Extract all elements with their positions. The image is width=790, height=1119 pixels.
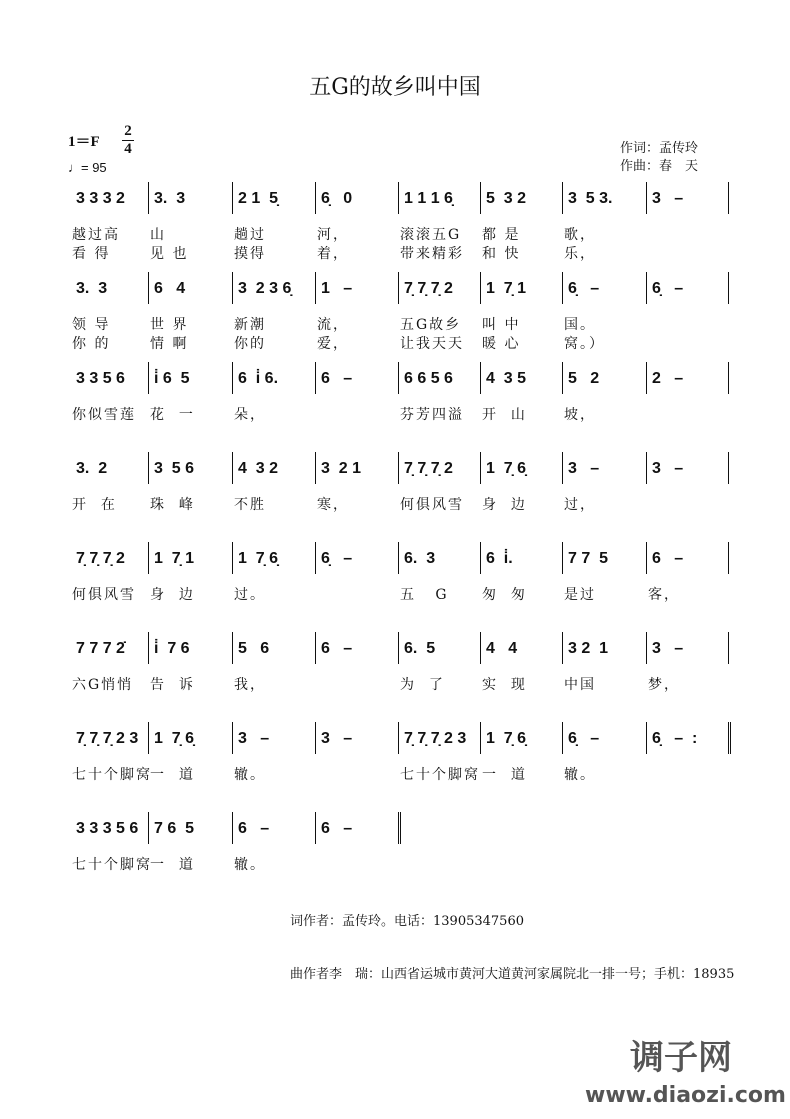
lyric-syllables: 花 一: [150, 407, 195, 423]
measure: [70, 460, 148, 486]
measure: [315, 730, 398, 756]
notes-line: [70, 820, 740, 846]
score-row: [70, 730, 740, 783]
measure: [480, 280, 562, 306]
score-row: [70, 550, 740, 603]
barline: [728, 272, 729, 304]
measure-notes: 3 5 3.: [568, 190, 613, 207]
measure-notes: i̇ 7 6: [154, 640, 190, 657]
measure-notes: 4 3 2: [238, 460, 279, 477]
watermark-url: www.diaozi.com: [585, 1083, 786, 1108]
lyric-syllables: 中国: [564, 677, 596, 693]
measure: [646, 550, 728, 576]
notes-line: [70, 730, 740, 756]
lyric-syllables: 着，: [317, 246, 349, 262]
measure: [315, 370, 398, 396]
measure-notes: 6̣ –: [321, 550, 353, 567]
measure: [646, 280, 728, 306]
notes-line: [70, 280, 740, 306]
lyrics-line: [70, 243, 740, 262]
measure-notes: 7̣ 7̣ 7̣ 2 3: [404, 730, 467, 747]
measure: [315, 550, 398, 576]
measure: [232, 640, 315, 666]
measure: [562, 460, 646, 486]
measure: [232, 190, 315, 216]
measure: [232, 280, 315, 306]
measure-notes: 3 –: [238, 730, 270, 747]
lyric-syllables: 趟过: [234, 227, 266, 243]
measure-notes: 1 7̣ 1: [154, 550, 195, 567]
lyric-syllables: 七十个脚窝: [72, 767, 152, 783]
measure-notes: i̇ 6 5: [154, 370, 190, 387]
lyric-syllables: 你 的: [72, 336, 111, 352]
barline: [728, 452, 729, 484]
lyrics-line: [70, 314, 740, 333]
lyric-syllables: 越过高: [72, 227, 120, 243]
measure: [398, 190, 480, 216]
measure-notes: 6 i̇.: [486, 550, 513, 567]
measure-notes: 6. 5: [404, 640, 436, 657]
lyric-syllables: 匆 匆: [482, 587, 527, 603]
measure-notes: 6 –: [321, 820, 353, 837]
measure-notes: 3 –: [568, 460, 600, 477]
measure-notes: 1 7̣ 6̣: [154, 730, 195, 747]
measure: [480, 730, 562, 756]
measure: [398, 370, 480, 396]
measure: [398, 730, 480, 756]
score-row: [70, 190, 740, 262]
measure: [148, 280, 232, 306]
measure: [148, 190, 232, 216]
measure: [70, 820, 148, 846]
measure-notes: 3 5 6: [154, 460, 195, 477]
measure: [148, 460, 232, 486]
lyric-syllables: 客，: [648, 587, 680, 603]
measure: [562, 640, 646, 666]
measure: [70, 640, 148, 666]
measure: [148, 370, 232, 396]
measure: [148, 820, 232, 846]
lyric-syllables: 何俱风雪: [400, 497, 464, 513]
measure-notes: 6̣ –: [568, 280, 600, 297]
lyric-syllables: 坡，: [564, 407, 596, 423]
measure: [562, 550, 646, 576]
measure: [646, 640, 728, 666]
lyric-syllables: 河，: [317, 227, 349, 243]
notes-line: [70, 550, 740, 576]
lyric-syllables: 世 界: [150, 317, 189, 333]
measure: [480, 640, 562, 666]
measure: [646, 370, 728, 396]
measure: [315, 820, 398, 846]
measure-notes: 1 1 1 6̣: [404, 190, 453, 207]
measure-notes: 3 –: [652, 190, 684, 207]
measure-notes: 7̣ 7̣ 7̣ 2: [76, 550, 125, 567]
measure: [70, 190, 148, 216]
lyric-syllables: 新潮: [234, 317, 266, 333]
lyric-syllables: 见 也: [150, 246, 189, 262]
lyrics-line: [70, 224, 740, 243]
key-signature: 1＝F: [68, 134, 100, 150]
lyric-syllables: 开 在: [72, 497, 117, 513]
measure: [480, 190, 562, 216]
measure-notes: 6̣ –: [568, 730, 600, 747]
lyric-syllables: 辙。: [234, 767, 266, 783]
score-row: [70, 460, 740, 513]
measure-notes: 6̣ –: [652, 280, 684, 297]
lyrics-line: [70, 674, 740, 693]
measure: [562, 730, 646, 756]
measure-notes: 3 –: [652, 460, 684, 477]
lyric-syllables: 身 边: [482, 497, 527, 513]
measure-notes: 3 3 3 2: [76, 190, 125, 207]
measure-notes: 4 4: [486, 640, 518, 657]
measure-notes: 7 7 5: [568, 550, 609, 567]
lyric-syllables: 领 导: [72, 317, 111, 333]
lyrics-line: [70, 764, 740, 783]
lyric-syllables: 一 道: [150, 767, 195, 783]
lyric-syllables: 窝。）: [564, 336, 605, 352]
measure-notes: 1 7̣ 6̣: [486, 730, 527, 747]
lyric-syllables: 你的: [234, 336, 266, 352]
lyric-syllables: 开 山: [482, 407, 527, 423]
notes-line: [70, 190, 740, 216]
measure: [646, 460, 728, 486]
barline: [728, 362, 729, 394]
measure-notes: 3 –: [321, 730, 353, 747]
lyrics-line: [70, 404, 740, 423]
watermark-logo: 调子网: [630, 1038, 732, 1078]
measure-notes: 1 7̣ 6̣: [486, 460, 527, 477]
measure-notes: 6 4: [154, 280, 186, 297]
notes-line: [70, 370, 740, 396]
measure: [232, 370, 315, 396]
score-row: [70, 370, 740, 423]
lyricist-contact: 词作者：孟传玲。电话：13905347560: [290, 914, 524, 929]
lyric-syllables: 寒，: [317, 497, 349, 513]
lyric-syllables: 乐，: [564, 246, 596, 262]
measure-notes: 6 6 5 6: [404, 370, 453, 387]
measure-notes: 2 1 5̣: [238, 190, 279, 207]
measure-notes: 6̣ 0: [321, 190, 353, 207]
measure-notes: 7 6 5: [154, 820, 195, 837]
score-row: [70, 640, 740, 693]
measure: [148, 640, 232, 666]
measure: [646, 190, 728, 216]
measure-notes: 6̣ – :: [652, 730, 698, 747]
barline: [728, 182, 729, 214]
lyric-syllables: 实 现: [482, 677, 527, 693]
measure-notes: 3. 3: [154, 190, 186, 207]
measure-notes: 3 2 1: [321, 460, 362, 477]
measure: [398, 460, 480, 486]
measure-notes: 6 i̇ 6.: [238, 370, 279, 387]
barline: [728, 542, 729, 574]
measure-notes: 3 3 5 6: [76, 370, 125, 387]
measure-notes: 6 –: [321, 370, 353, 387]
lyric-syllables: 看 得: [72, 246, 111, 262]
lyric-syllables: 山: [150, 227, 166, 243]
measure: [148, 550, 232, 576]
lyrics-line: [70, 854, 740, 873]
measure-notes: 6. 3: [404, 550, 436, 567]
lyric-syllables: 一 道: [482, 767, 527, 783]
measure: [562, 370, 646, 396]
notes-line: [70, 460, 740, 486]
lyrics-line: [70, 584, 740, 603]
lyrics-line: [70, 333, 740, 352]
lyric-syllables: 朵，: [234, 407, 266, 423]
song-title: 五G的故乡叫中国: [309, 75, 481, 100]
barline: [728, 632, 729, 664]
lyric-syllables: 我，: [234, 677, 266, 693]
measure: [70, 280, 148, 306]
lyric-syllables: 让我天天: [400, 336, 464, 352]
measure-notes: 3 –: [652, 640, 684, 657]
measure-notes: 7 7 7 2̇: [76, 640, 125, 657]
lyric-syllables: 一 道: [150, 857, 195, 873]
measure-notes: 5 3 2: [486, 190, 527, 207]
measure: [398, 280, 480, 306]
lyric-syllables: 国。: [564, 317, 596, 333]
measure: [70, 550, 148, 576]
measure-notes: 1 7̣ 1: [486, 280, 527, 297]
lyric-syllables: 五G故乡: [400, 317, 462, 333]
lyric-syllables: 梦，: [648, 677, 680, 693]
barline: [398, 812, 404, 844]
tempo-marking: ♩= 95: [68, 160, 107, 175]
credits: [620, 140, 698, 176]
measure-notes: 5 6: [238, 640, 270, 657]
lyric-syllables: 情 啊: [150, 336, 189, 352]
lyric-syllables: 滚滚五G: [400, 227, 462, 243]
measure-notes: 7̣ 7̣ 7̣ 2 3: [76, 730, 139, 747]
measure-notes: 3. 2: [76, 460, 108, 477]
lyric-syllables: 身 边: [150, 587, 195, 603]
lyric-syllables: 辙。: [564, 767, 596, 783]
measure: [562, 190, 646, 216]
lyric-syllables: 带来精彩: [400, 246, 464, 262]
composer-contact: 曲作者李 瑞：山西省运城市黄河大道黄河家属院北一排一号；手机：18935: [290, 967, 735, 982]
measure-notes: 6 –: [652, 550, 684, 567]
lyric-syllables: 过。: [234, 587, 266, 603]
lyric-syllables: 芬芳四溢: [400, 407, 464, 423]
measure: [646, 730, 728, 756]
measure-notes: 3. 3: [76, 280, 108, 297]
measure: [148, 730, 232, 756]
lyric-syllables: 不胜: [234, 497, 266, 513]
measure: [70, 370, 148, 396]
lyric-syllables: 和 快: [482, 246, 521, 262]
measure: [480, 550, 562, 576]
lyric-syllables: 五 G: [400, 587, 449, 603]
barline: [728, 722, 734, 754]
measure: [562, 280, 646, 306]
lyric-syllables: 告 诉: [150, 677, 195, 693]
measure: [315, 190, 398, 216]
lyric-syllables: 流，: [317, 317, 349, 333]
measure-notes: 2 –: [652, 370, 684, 387]
measure-notes: 7̣ 7̣ 7̣ 2: [404, 460, 453, 477]
measure: [480, 460, 562, 486]
measure-notes: 4 3 5: [486, 370, 527, 387]
time-signature: [122, 124, 134, 157]
measure: [232, 550, 315, 576]
lyric-syllables: 六G悄悄: [72, 677, 134, 693]
lyric-syllables: 七十个脚窝: [72, 857, 152, 873]
measure-notes: 6 –: [238, 820, 270, 837]
notes-line: [70, 640, 740, 666]
lyric-syllables: 你似雪莲: [72, 407, 136, 423]
lyric-syllables: 过，: [564, 497, 596, 513]
score-row: [70, 280, 740, 352]
measure: [315, 640, 398, 666]
lyric-syllables: 七十个脚窝: [400, 767, 480, 783]
lyrics-line: [70, 494, 740, 513]
lyric-syllables: 摸得: [234, 246, 266, 262]
measure: [398, 640, 480, 666]
measure-notes: 1 7̣ 6̣: [238, 550, 279, 567]
measure-notes: 3 2 3 6̣: [238, 280, 292, 297]
lyric-syllables: 暖 心: [482, 336, 521, 352]
lyric-syllables: 爱，: [317, 336, 349, 352]
lyric-syllables: 珠 峰: [150, 497, 195, 513]
lyric-syllables: 都 是: [482, 227, 521, 243]
lyric-syllables: 是过: [564, 587, 596, 603]
measure: [315, 460, 398, 486]
score-row: [70, 820, 740, 873]
lyric-syllables: 何俱风雪: [72, 587, 136, 603]
time-bottom: 4: [124, 141, 132, 157]
measure: [232, 820, 315, 846]
measure-notes: 1 –: [321, 280, 353, 297]
lyric-syllables: 叫 中: [482, 317, 521, 333]
measure-notes: 3 2 1: [568, 640, 609, 657]
measure-notes: 6 –: [321, 640, 353, 657]
composer-credit: 作曲：春 天: [620, 159, 699, 174]
measure: [70, 730, 148, 756]
measure-notes: 3 3 3 5 6: [76, 820, 139, 837]
measure-notes: 5 2: [568, 370, 600, 387]
lyric-syllables: 为 了: [400, 677, 445, 693]
measure: [232, 730, 315, 756]
measure: [398, 550, 480, 576]
lyricist-credit: 作词：孟传玲: [620, 141, 699, 156]
measure-notes: 7̣ 7̣ 7̣ 2: [404, 280, 453, 297]
time-top: 2: [124, 123, 132, 139]
lyric-syllables: 歌，: [564, 227, 596, 243]
measure: [315, 280, 398, 306]
lyric-syllables: 辙。: [234, 857, 266, 873]
measure: [480, 370, 562, 396]
measure: [232, 460, 315, 486]
